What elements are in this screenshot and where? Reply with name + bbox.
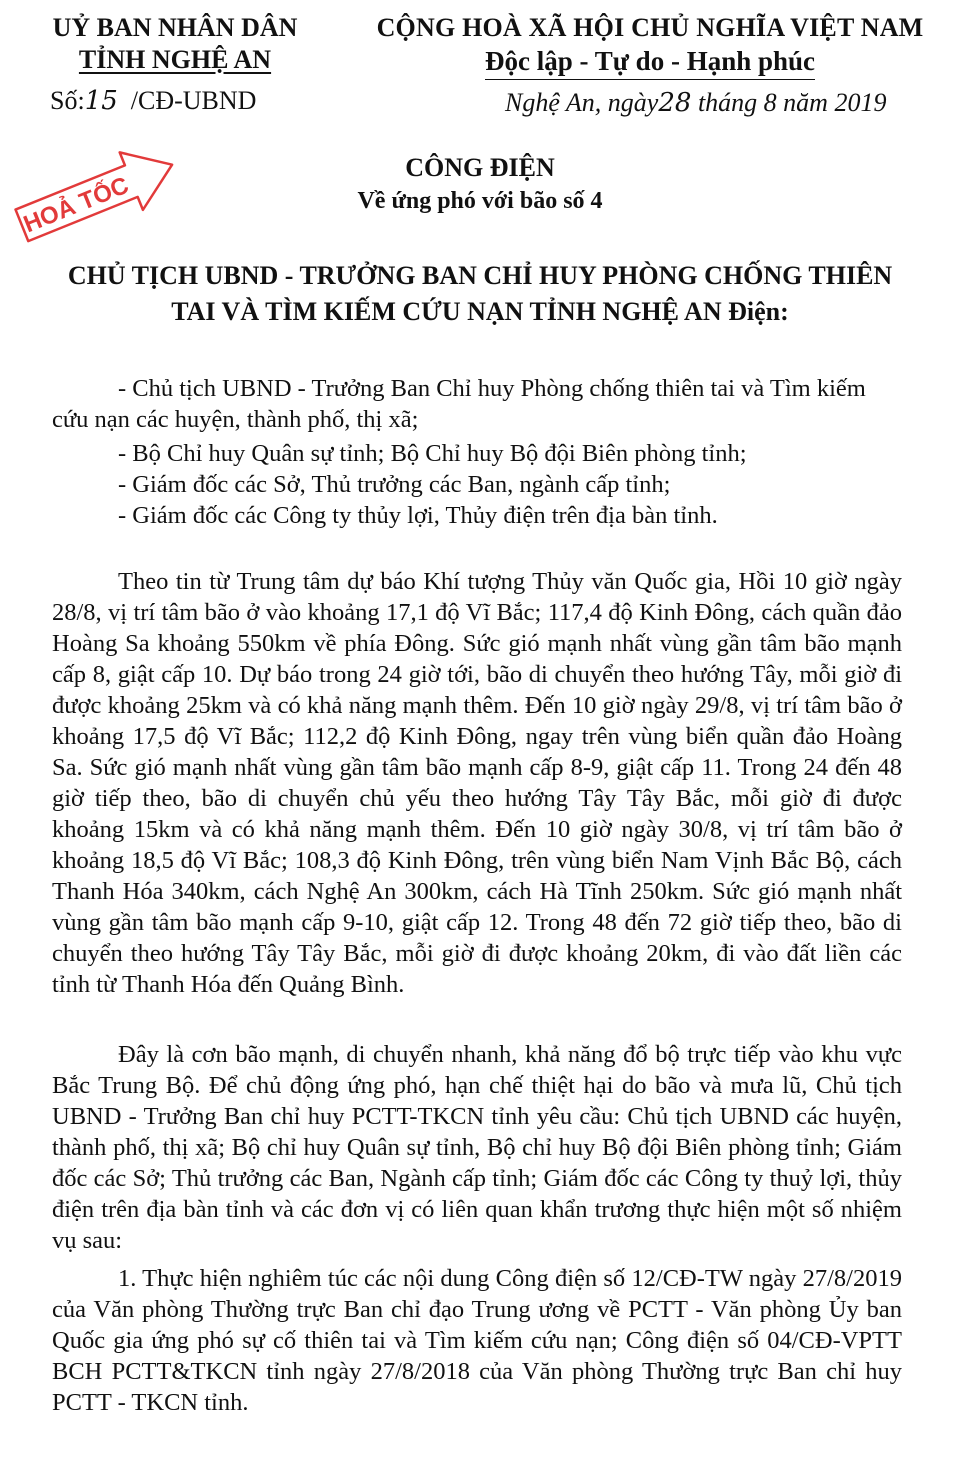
sender-line2: TAI VÀ TÌM KIẾM CỨU NẠN TỈNH NGHỆ AN Điện: — [171, 297, 789, 326]
place-date-suffix: tháng 8 năm 2019 — [697, 88, 887, 117]
doc-number-handwritten: 15 — [84, 86, 118, 116]
document-type: CÔNG ĐIỆN — [405, 153, 555, 182]
recipient-item: - Bộ Chỉ huy Quân sự tỉnh; Bộ Chỉ huy Bộ đội Biên phòng tỉnh; — [118, 440, 747, 467]
document-number — [50, 86, 256, 116]
authority-name-line1: UỶ BAN NHÂN DÂN — [52, 13, 298, 42]
national-motto: Độc lập - Tự do - Hạnh phúc — [485, 44, 815, 80]
place-date-day: 28 — [658, 88, 692, 118]
recipient-item: - Chủ tịch UBND - Trưởng Ban Chỉ huy Phòng chống thiên tai và Tìm kiếm cứu nạn các huyện, thành phố, thị xã; — [52, 375, 866, 433]
sender-heading — [40, 258, 920, 330]
national-heading — [370, 12, 930, 80]
request-paragraph: Đây là cơn bão mạnh, di chuyển nhanh, khả năng đổ bộ trực tiếp vào khu vực Bắc Trung Bộ. Để chủ động ứng phó, hạn chế thiệt hại do bão và mưa lũ, Chủ tịch UBND - Trưởng Ban chỉ huy PCTT-TKCN tỉnh yêu cầu: Chủ tịch UBND các huyện, thành phố, thị xã; Bộ chỉ huy Quân sự tỉnh, Bộ chỉ huy Bộ đội Biên phòng tỉnh; Giám đốc các Sở; Thủ trưởng các Ban, Ngành cấp tỉnh; Giám đốc các Công ty thuỷ lợi, thủy điện trên địa bàn tỉnh và các đơn vị có liên quan khẩn trương thực hiện một số nhiệm vụ sau: — [52, 1041, 902, 1254]
recipient-list — [52, 373, 902, 531]
nation-name: CỘNG HOÀ XÃ HỘI CHỦ NGHĨA VIỆT NAM — [376, 13, 924, 42]
task-item-1: 1. Thực hiện nghiêm túc các nội dung Công điện số 12/CĐ-TW ngày 27/8/2019 của Văn phòng Thường trực Ban chỉ đạo Trung ương về PCTT - Văn phòng Ủy ban Quốc gia ứng phó sự cố thiên tai và Tìm kiếm cứu nạn; Công điện số 04/CĐ-VPTT BCH PCTT&TKCN tỉnh ngày 27/8/2018 của Văn phòng Thường trực Ban chỉ huy PCTT - TKCN tỉnh. — [52, 1265, 902, 1416]
authority-name-line2: TỈNH NGHỆ AN — [78, 45, 272, 74]
recipient-item: - Giám đốc các Công ty thủy lợi, Thủy điện trên địa bàn tỉnh. — [118, 502, 718, 529]
place-date-prefix: Nghệ An, ngày — [505, 88, 659, 117]
recipient-item: - Giám đốc các Sở, Thủ trưởng các Ban, ngành cấp tỉnh; — [118, 471, 671, 498]
forecast-paragraph: Theo tin từ Trung tâm dự báo Khí tượng Thủy văn Quốc gia, Hồi 10 giờ ngày 28/8, vị trí tâm bão ở vào khoảng 17,1 độ Vĩ Bắc; 117,4 độ Kinh Đông, cách quần đảo Hoàng Sa khoảng 550km về phía Đông. Sức gió mạnh nhất vùng gần tâm bão mạnh cấp 8, giật cấp 10. Dự báo trong 24 giờ tới, bão di chuyển theo hướng Tây, mỗi giờ đi được khoảng 25km và có khả năng mạnh thêm. Đến 10 giờ ngày 29/8, vị trí tâm bão ở khoảng 17,5 độ Vĩ Bắc; 112,2 độ Kinh Đông, ngay trên vùng biển quần đảo Hoàng Sa. Sức gió mạnh nhất vùng gần tâm bão mạnh cấp 8-9, giật cấp 11. Trong 24 đến 48 giờ tiếp theo, bão di chuyển chủ yếu theo hướng Tây Tây Bắc, mỗi giờ đi được khoảng 15km và có khả năng mạnh thêm. Đến 10 giờ ngày 30/8, vị trí tâm bão ở khoảng 18,5 độ Vĩ Bắc; 108,3 độ Kinh Đông, trên vùng biển Nam Vịnh Bắc Bộ, cách Thanh Hóa 340km, cách Nghệ An 300km, cách Hà Tĩnh 250km. Sức gió mạnh nhất vùng gần tâm bão mạnh cấp 9-10, giật cấp 12. Trong 48 đến 72 giờ tiếp theo, bão di chuyển theo hướng Tây Tây Bắc, mỗi giờ đi được khoảng 20km, đi vào đất liền các tỉnh từ Thanh Hóa đến Quảng Bình. — [52, 568, 902, 998]
issuing-authority — [40, 12, 310, 76]
place-and-date — [505, 88, 886, 118]
document-subject: Về ứng phó với bão số 4 — [357, 188, 603, 214]
urgent-stamp-label: HOẢ TỐC — [19, 171, 133, 239]
doc-number-prefix: Số: — [50, 86, 85, 115]
sender-line1: CHỦ TỊCH UBND - TRƯỞNG BAN CHỈ HUY PHÒNG CHỐNG THIÊN — [67, 261, 893, 290]
doc-number-suffix: /CĐ-UBND — [130, 86, 257, 115]
